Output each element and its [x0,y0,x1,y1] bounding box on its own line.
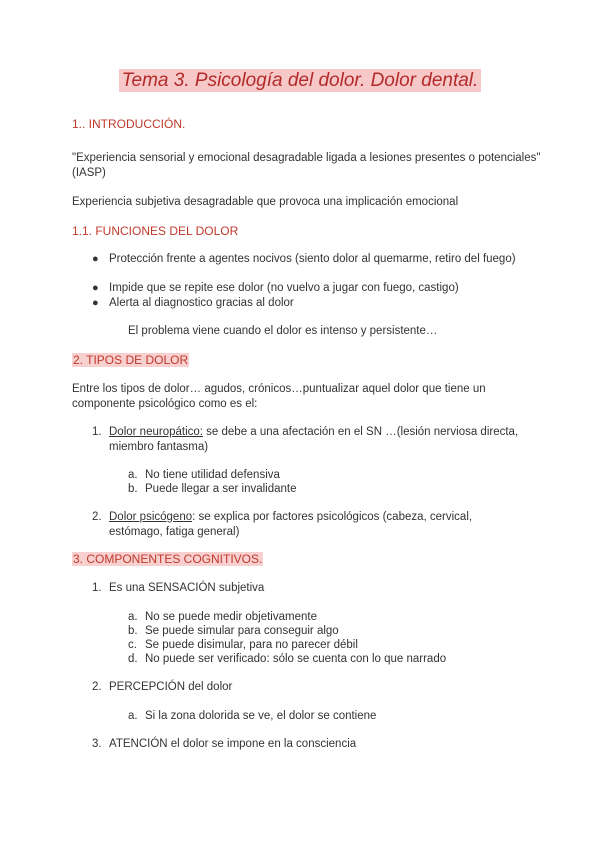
subitem-letter: a. [128,710,138,722]
term-psicogeno: Dolor psicógeno [109,511,193,523]
subitem-text: Se puede simular para conseguir algo [145,625,339,637]
subitem-text: No tiene utilidad defensiva [145,469,280,481]
term-description: se debe a una afectación en el SN …(lesión nerviosa directa, miembro fantasma) [109,426,519,453]
note-text: El problema viene cuando el dolor es intenso y persistente… [128,325,438,337]
heading-tipos-text: 2. TIPOS DE DOLOR [73,353,189,367]
heading-tipos [72,353,189,367]
title-text: Tema 3. Psicología del dolor. Dolor dental. [119,69,482,92]
heading-componentes [72,552,263,566]
bullet-icon: ● [92,297,99,309]
item-text: ATENCIÓN el dolor se impone en la consciencia [109,738,357,750]
subitem-letter: c. [128,639,137,651]
item-text [109,510,519,539]
bullet-text: Impide que se repite ese dolor (no vuelvo a jugar con fuego, castigo) [109,282,459,294]
subitem-text: No se puede medir objetivamente [145,611,317,623]
subitem-letter: b. [128,483,138,495]
item-number: 3. [92,738,102,750]
heading-introduccion: 1.. INTRODUCCIÓN. [72,117,186,131]
paragraph-subjective: Experiencia subjetiva desagradable que provoca una implicación emocional [72,196,459,208]
subitem-letter: a. [128,469,138,481]
term-neuropatico: Dolor neuropático: [109,426,203,438]
item-number: 2. [92,511,102,523]
subitem-letter: b. [128,625,138,637]
subitem-letter: d. [128,653,138,665]
term-description: : se explica por factores psicológicos (cabeza, cervical, estómago, fatiga general) [109,511,473,538]
subitem-letter: a. [128,611,138,623]
bullet-text: Alerta al diagnostico gracias al dolor [109,297,294,309]
heading-funciones: 1.1. FUNCIONES DEL DOLOR [72,224,239,238]
bullet-text: Protección frente a agentes nocivos (siento dolor al quemarme, retiro del fuego) [109,253,516,265]
subitem-text: Si la zona dolorida se ve, el dolor se contiene [145,710,377,722]
heading-componentes-text: 3. COMPONENTES COGNITIVOS. [73,552,263,566]
paragraph-tipos-intro: Entre los tipos de dolor… agudos, crónicos…puntualizar aquel dolor que tiene un componente psicológico como es el: [72,383,486,410]
subitem-text: No puede ser verificado: sólo se cuenta con lo que narrado [145,653,447,665]
item-text: Es una SENSACIÓN subjetiva [109,582,265,594]
item-number: 2. [92,681,102,693]
subitem-text: Puede llegar a ser invalidante [145,483,297,495]
item-number: 1. [92,426,102,438]
bullet-icon: ● [92,253,99,265]
bullet-icon: ● [92,282,99,294]
page-title [0,70,600,92]
item-text: PERCEPCIÓN del dolor [109,681,233,693]
item-text [109,425,519,454]
item-number: 1. [92,582,102,594]
paragraph-definition: "Experiencia sensorial y emocional desagradable ligada a lesiones presentes o potenciales" (IASP) [72,152,541,179]
subitem-text: Se puede disimular, para no parecer débil [145,639,358,651]
